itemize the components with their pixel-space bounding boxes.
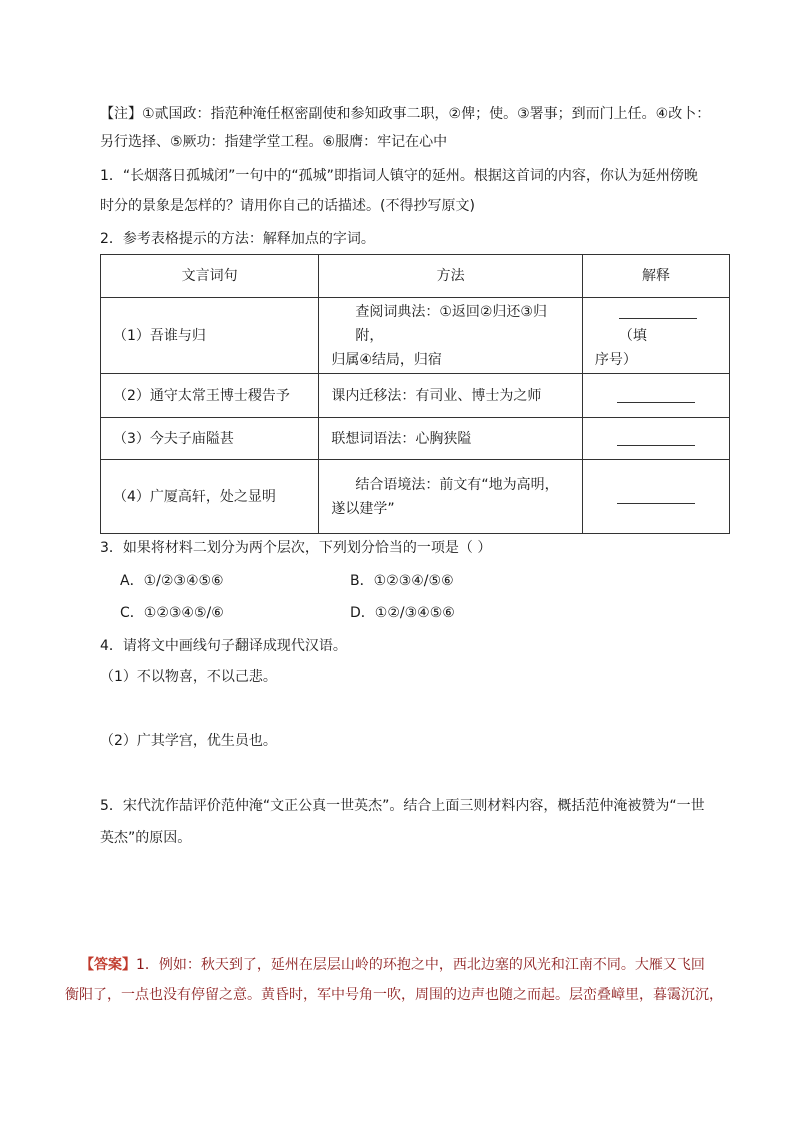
table-row (101, 298, 730, 374)
option-d[interactable]: D．①②/③④⑤⑥ (350, 605, 455, 621)
notes-line-1: 【注】①贰国政：指范种淹任枢密副使和参知政事二职，②俾；使。③署事；到而门上任。④改卜： (100, 106, 711, 122)
phrase-cell: （1）吾谁与归 (101, 298, 319, 374)
explanation-cell (582, 374, 729, 418)
method-cell (319, 460, 583, 534)
answer-tag: 【答案】 (80, 957, 136, 973)
answer-blank[interactable] (617, 489, 695, 504)
method-cell (319, 298, 583, 374)
method-text: 归属④结局，归宿 (331, 351, 442, 368)
method-table (100, 254, 730, 534)
question-4-item-2: （2）广其学宫，优生员也。 (100, 733, 277, 749)
method-cell: 课内迁移法：有司业、博士为之师 (319, 374, 583, 418)
phrase-cell: （2）通守太常王博士稷告予 (101, 374, 319, 418)
option-a[interactable]: A．①/②③④⑤⑥ (120, 573, 224, 589)
header-explanation: 解释 (582, 255, 729, 298)
question-5-line-1: 5．宋代沈作喆评价范仲淹“文正公真一世英杰”。结合上面三则材料内容，概括范仲淹被赞为“一世 (100, 798, 705, 814)
blank-suffix: 序号） (594, 351, 637, 368)
option-b[interactable]: B．①②③④/⑤⑥ (350, 573, 454, 589)
explanation-cell (582, 298, 729, 374)
answer-blank[interactable] (617, 388, 695, 403)
table-row (101, 460, 730, 534)
question-5-line-2: 英杰”的原因。 (100, 830, 192, 846)
phrase-cell: （4）广厦高轩，处之显明 (101, 460, 319, 534)
answer-text: 1．例如：秋天到了，延州在层层山岭的环抱之中，西北边塞的风光和江南不同。大雁又飞回 (136, 957, 705, 973)
answer-line-2: 衡阳了，一点也没有停留之意。黄昏时，军中号角一吹，周围的边声也随之而起。层峦叠嶂里，暮霭沉沉， (65, 987, 723, 1003)
method-cell: 联想词语法：心胸狭隘 (319, 418, 583, 460)
table-row (101, 418, 730, 460)
answer-blank[interactable] (617, 431, 695, 446)
header-phrase: 文言词句 (101, 255, 319, 298)
header-method: 方法 (319, 255, 583, 298)
method-text: 遂以建学” (331, 500, 395, 517)
question-1-line-2: 时分的景象是怎样的？请用你自己的话描述。(不得抄写原文) (100, 198, 475, 214)
question-4-item-1: （1）不以物喜，不以己悲。 (100, 669, 277, 685)
question-4-prompt: 4．请将文中画线句子翻译成现代汉语。 (100, 638, 347, 654)
blank-suffix: （填 (618, 327, 647, 344)
phrase-cell: （3）今夫子庙隘甚 (101, 418, 319, 460)
question-2-prompt: 2．参考表格提示的方法：解释加点的字词。 (100, 231, 375, 247)
answer-blank[interactable] (619, 304, 697, 319)
table-row (101, 374, 730, 418)
question-1-line-1: 1．“长烟落日孤城闭”一句中的“孤城”即指词人镇守的延州。根据这首词的内容，你认为延州傍晚 (100, 168, 698, 184)
notes-line-2: 另行选择、⑤厥功：指建学堂工程。⑥服膺：牢记在心中 (100, 134, 448, 150)
method-text: 查阅词典法：①返回②归还③归附， (355, 303, 547, 344)
option-c[interactable]: C．①②③④⑤/⑥ (120, 605, 224, 621)
explanation-cell (582, 418, 729, 460)
explanation-cell (582, 460, 729, 534)
answer-line-1 (80, 955, 705, 975)
question-3-prompt: 3．如果将材料二划分为两个层次，下列划分恰当的一项是（ ） (100, 540, 492, 556)
table-header-row (101, 255, 730, 298)
method-text: 结合语境法：前文有“地为高明， (355, 476, 559, 493)
